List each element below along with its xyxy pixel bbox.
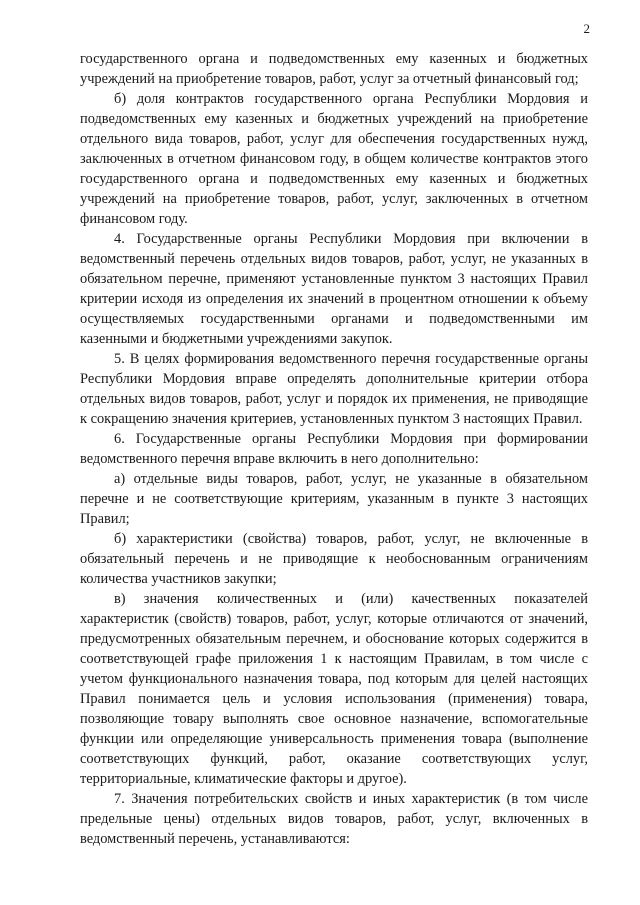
paragraph-item-b-contract-share: б) доля контрактов государственного органа Республики Мордовия и подведомственных ему казенных и бюджетных учреждений на приобретение отдельного вида товаров, работ, услуг для обеспечения государственных нужд, заключенных в отчетном финансовом году, в общем количестве контрактов этого государственного органа и подведомственных ему казенных и бюджетных учреждений на приобретение товаров, работ, услуг, заключенных в отчетном финансовом году. (80, 91, 588, 227)
page-number: 2 (583, 21, 590, 36)
paragraph-6-item-a: а) отдельные виды товаров, работ, услуг, не указанные в обязательном перечне и не соответствующие критериям, указанным в пункте 3 настоящих Правил; (80, 471, 588, 527)
paragraph-7: 7. Значения потребительских свойств и иных характеристик (в том числе предельные цены) отдельных видов товаров, работ, услуг, включенных в ведомственный перечень, устанавливаются: (80, 791, 588, 847)
paragraph-4: 4. Государственные органы Республики Мордовия при включении в ведомственный перечень отдельных видов товаров, работ, услуг, не указанных в обязательном перечне, применяют установленные пунктом 3 настоящих Правил критерии исходя из определения их значений в процентном отношении к объему осуществляемых государственными органами и подведомственными им казенными и бюджетными учреждениями закупок. (80, 231, 588, 347)
paragraph-continuation: государственного органа и подведомственных ему казенных и бюджетных учреждений на приобретение товаров, работ, услуг за отчетный финансовый год; (80, 51, 588, 87)
paragraph-6: 6. Государственные органы Республики Мордовия при формировании ведомственного перечня вправе включить в него дополнительно: (80, 431, 588, 467)
paragraph-6-item-v: в) значения количественных и (или) качественных показателей характеристик (свойств) товаров, работ, услуг, которые отличаются от значений, предусмотренных обязательным перечнем, и обоснование которых содержится в соответствующей графе приложения 1 к настоящим Правилам, в том числе с учетом функционального назначения товара, под которым для целей настоящих Правил понимается цель и условия использования (применения) товара, позволяющие товару выполнять свое основное назначение, вспомогательные функции или определяющие универсальность применения товара (выполнение соответствующих функций, работ, оказание соответствующих услуг, территориальные, климатические факторы и другое). (80, 591, 588, 787)
paragraph-6-item-b: б) характеристики (свойства) товаров, работ, услуг, не включенные в обязательный перечень и не приводящие к необоснованным ограничениям количества участников закупки; (80, 531, 588, 587)
paragraph-5: 5. В целях формирования ведомственного перечня государственные органы Республики Мордовия вправе определять дополнительные критерии отбора отдельных видов товаров, работ, услуг и порядок их применения, не приводящие к сокращению значения критериев, установленных пунктом 3 настоящих Правил. (80, 351, 588, 427)
document-body (80, 49, 588, 849)
